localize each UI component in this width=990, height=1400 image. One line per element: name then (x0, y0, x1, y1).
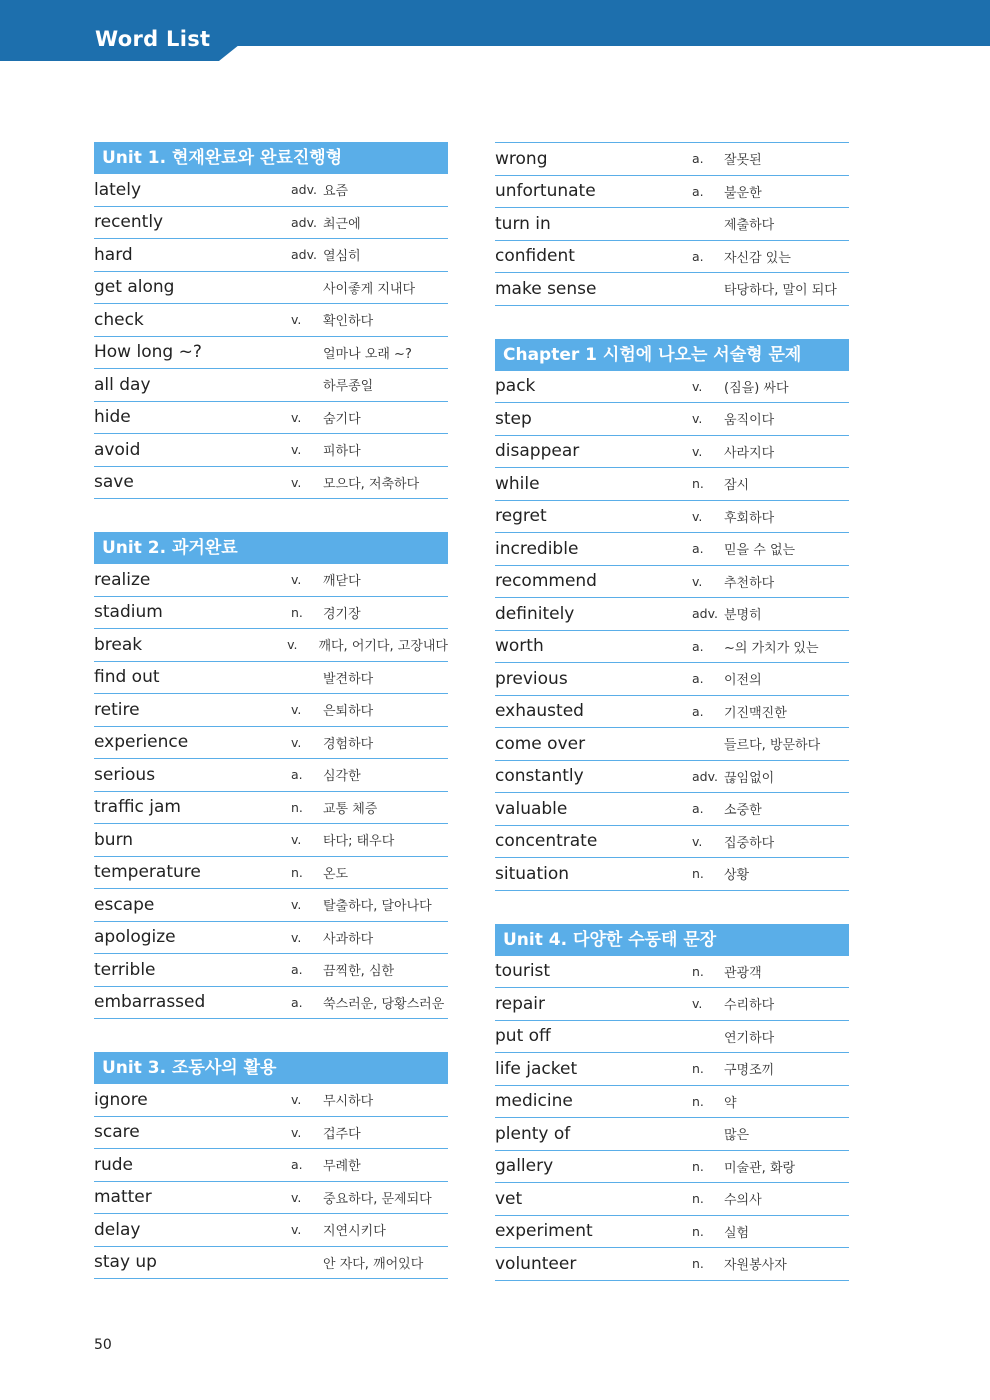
vocab-word: tourist (495, 961, 551, 982)
word-row (94, 824, 448, 857)
word-row (495, 371, 849, 404)
vocab-word: gallery (495, 1156, 554, 1177)
word-row (94, 272, 448, 305)
vocab-word: check (94, 309, 144, 330)
word-section (495, 306, 849, 891)
part-of-speech: v. (291, 1222, 302, 1238)
part-of-speech: n. (692, 963, 704, 979)
part-of-speech: v. (291, 572, 302, 588)
word-row (94, 987, 448, 1020)
part-of-speech: adv. (692, 768, 718, 784)
word-meaning: 타다; 태우다 (323, 834, 395, 850)
word-meaning: 수의사 (724, 1193, 762, 1209)
vocab-word: experience (94, 732, 189, 753)
word-row (495, 403, 849, 436)
vocab-word: previous (495, 668, 568, 689)
part-of-speech: n. (291, 864, 303, 880)
vocab-word: pack (495, 376, 536, 397)
word-row (495, 761, 849, 794)
vocab-word: vet (495, 1188, 523, 1209)
word-meaning: 제출하다 (724, 218, 775, 234)
vocab-word: save (94, 472, 134, 493)
part-of-speech: v. (692, 443, 703, 459)
word-row (495, 988, 849, 1021)
word-meaning: 열심히 (323, 249, 361, 265)
word-meaning: 최근에 (323, 216, 361, 232)
vocab-word: while (495, 473, 540, 494)
part-of-speech: n. (692, 1093, 704, 1109)
unit-header: Unit 3. 조동사의 활용 (94, 1052, 448, 1084)
vocab-word: terrible (94, 959, 156, 980)
part-of-speech: adv. (692, 606, 718, 622)
vocab-word: break (94, 634, 143, 655)
word-meaning: 탈출하다, 달아나다 (323, 899, 432, 915)
part-of-speech: adv. (291, 214, 317, 230)
word-row (94, 1117, 448, 1150)
vocab-word: valuable (495, 798, 568, 819)
part-of-speech: a. (692, 151, 704, 167)
vocab-word: worth (495, 636, 544, 657)
word-meaning: 경험하다 (323, 736, 374, 752)
part-of-speech: v. (291, 734, 302, 750)
word-meaning: 관광객 (724, 965, 762, 981)
word-meaning: 상황 (724, 868, 750, 884)
part-of-speech: v. (692, 996, 703, 1012)
word-row (94, 759, 448, 792)
word-row (495, 793, 849, 826)
vocab-word: all day (94, 374, 151, 395)
word-row (495, 501, 849, 534)
word-meaning: 추천하다 (724, 575, 775, 591)
part-of-speech: a. (692, 183, 704, 199)
word-meaning: 분명히 (724, 608, 762, 624)
word-meaning: 얼마나 오래 ~? (323, 346, 412, 362)
word-meaning: 미술관, 화랑 (724, 1160, 796, 1176)
vocab-word: stay up (94, 1252, 157, 1273)
part-of-speech: a. (692, 248, 704, 264)
vocab-word: disappear (495, 441, 580, 462)
word-row (495, 858, 849, 891)
vocab-word: plenty of (495, 1123, 571, 1144)
word-meaning: 피하다 (323, 444, 361, 460)
part-of-speech: n. (692, 476, 704, 492)
part-of-speech: v. (291, 1092, 302, 1108)
word-meaning: 연기하다 (724, 1030, 775, 1046)
word-row (94, 727, 448, 760)
word-meaning: 끊임없이 (724, 770, 775, 786)
vocab-word: temperature (94, 862, 201, 883)
word-meaning: 수리하다 (724, 998, 775, 1014)
part-of-speech: v. (291, 897, 302, 913)
part-of-speech: a. (291, 1157, 303, 1173)
word-row (94, 1182, 448, 1215)
part-of-speech: v. (291, 409, 302, 425)
word-meaning: 깨닫다 (323, 574, 361, 590)
left-column (94, 142, 448, 1279)
word-meaning: 자신감 있는 (724, 250, 791, 266)
word-row (495, 663, 849, 696)
word-meaning: 후회하다 (724, 510, 775, 526)
word-row (495, 1118, 849, 1151)
vocab-word: concentrate (495, 831, 598, 852)
word-meaning: 발견하다 (323, 671, 374, 687)
word-meaning: 기진맥진한 (724, 705, 787, 721)
word-meaning: 온도 (323, 866, 349, 882)
word-row (495, 436, 849, 469)
vocab-word: matter (94, 1187, 152, 1208)
word-row (495, 728, 849, 761)
word-row (94, 337, 448, 370)
unit-header: Unit 1. 현재완료와 완료진행형 (94, 142, 448, 174)
word-meaning: 깨다, 어기다, 고장내다 (318, 639, 448, 655)
vocab-word: How long ~? (94, 342, 202, 363)
vocab-word: get along (94, 277, 175, 298)
vocab-word: confident (495, 246, 575, 267)
word-meaning: 확인하다 (323, 314, 374, 330)
part-of-speech: n. (291, 799, 303, 815)
part-of-speech: v. (291, 702, 302, 718)
word-meaning: 심각한 (323, 769, 361, 785)
word-meaning: 잘못된 (724, 153, 762, 169)
word-row (94, 1084, 448, 1117)
part-of-speech: v. (692, 508, 703, 524)
part-of-speech: v. (692, 573, 703, 589)
vocab-word: escape (94, 894, 155, 915)
part-of-speech: n. (692, 1061, 704, 1077)
part-of-speech: a. (692, 703, 704, 719)
word-row (495, 826, 849, 859)
word-row (94, 662, 448, 695)
word-row (495, 1053, 849, 1086)
word-meaning: 자원봉사자 (724, 1258, 787, 1274)
word-meaning: 모으다, 저축하다 (323, 476, 420, 492)
word-row (495, 273, 849, 306)
part-of-speech: v. (291, 1189, 302, 1205)
vocab-word: embarrassed (94, 992, 206, 1013)
vocab-word: stadium (94, 602, 163, 623)
word-meaning: 교통 체증 (323, 801, 378, 817)
vocab-word: lately (94, 179, 142, 200)
word-meaning: 숨기다 (323, 411, 361, 427)
word-row (94, 467, 448, 500)
word-meaning: 사라지다 (724, 445, 775, 461)
vocab-word: exhausted (495, 701, 584, 722)
word-meaning: (짐을) 싸다 (724, 380, 789, 396)
vocab-word: unfortunate (495, 181, 596, 202)
word-meaning: 경기장 (323, 606, 361, 622)
page-title: Word List (95, 27, 211, 51)
word-meaning: 요즘 (323, 184, 349, 200)
part-of-speech: n. (692, 1256, 704, 1272)
part-of-speech: v. (692, 378, 703, 394)
vocab-word: volunteer (495, 1253, 577, 1274)
vocab-word: delay (94, 1219, 141, 1240)
vocab-word: situation (495, 863, 570, 884)
part-of-speech: a. (692, 638, 704, 654)
word-row (495, 1248, 849, 1281)
vocab-word: scare (94, 1122, 140, 1143)
part-of-speech: a. (692, 801, 704, 817)
vocab-word: make sense (495, 278, 597, 299)
word-row (495, 598, 849, 631)
word-row (495, 956, 849, 989)
section-gap (94, 1019, 448, 1052)
vocab-word: rude (94, 1154, 134, 1175)
word-row (94, 402, 448, 435)
part-of-speech: v. (291, 929, 302, 945)
word-section (495, 891, 849, 1281)
word-row (94, 954, 448, 987)
part-of-speech: n. (291, 604, 303, 620)
word-meaning: 실험 (724, 1225, 750, 1241)
word-meaning: 하루종일 (323, 379, 374, 395)
vocab-word: recommend (495, 571, 597, 592)
word-meaning: 겁주다 (323, 1126, 361, 1142)
vocab-word: step (495, 408, 532, 429)
vocab-word: retire (94, 699, 140, 720)
word-row (94, 369, 448, 402)
part-of-speech: v. (291, 474, 302, 490)
word-meaning: 중요하다, 문제되다 (323, 1191, 432, 1207)
word-meaning: 무시하다 (323, 1094, 374, 1110)
vocab-word: recently (94, 212, 164, 233)
word-row (495, 631, 849, 664)
word-meaning: 무례한 (323, 1159, 361, 1175)
word-meaning: ~의 가치가 있는 (724, 640, 819, 656)
vocab-word: traffic jam (94, 797, 181, 818)
part-of-speech: v. (287, 637, 298, 653)
vocab-word: regret (495, 506, 547, 527)
part-of-speech: n. (692, 1191, 704, 1207)
word-row (495, 468, 849, 501)
part-of-speech: a. (692, 541, 704, 557)
word-row (94, 922, 448, 955)
word-meaning: 쑥스러운, 당황스러운 (323, 996, 445, 1012)
part-of-speech: adv. (291, 182, 317, 198)
word-meaning: 끔찍한, 심한 (323, 964, 395, 980)
word-row (495, 1216, 849, 1249)
word-row (94, 629, 448, 662)
word-row (94, 889, 448, 922)
vocab-word: put off (495, 1026, 551, 1047)
part-of-speech: n. (692, 866, 704, 882)
part-of-speech: a. (291, 767, 303, 783)
word-row (495, 1151, 849, 1184)
part-of-speech: a. (291, 962, 303, 978)
part-of-speech: a. (692, 671, 704, 687)
part-of-speech: adv. (291, 247, 317, 263)
part-of-speech: n. (692, 1158, 704, 1174)
word-row (94, 304, 448, 337)
word-meaning: 들르다, 방문하다 (724, 738, 821, 754)
vocab-word: hide (94, 407, 131, 428)
word-section (94, 1019, 448, 1279)
word-row (94, 1214, 448, 1247)
word-meaning: 불운한 (724, 185, 762, 201)
part-of-speech: n. (692, 1223, 704, 1239)
vocab-word: wrong (495, 148, 548, 169)
word-row (94, 597, 448, 630)
word-row (94, 174, 448, 207)
vocab-word: find out (94, 667, 160, 688)
word-meaning: 안 자다, 깨어있다 (323, 1256, 424, 1272)
word-row (94, 694, 448, 727)
word-meaning: 구명조끼 (724, 1063, 775, 1079)
word-meaning: 지연시키다 (323, 1224, 386, 1240)
word-row (495, 241, 849, 274)
word-row (495, 1183, 849, 1216)
word-row (495, 176, 849, 209)
unit-header: Unit 4. 다양한 수동태 문장 (495, 924, 849, 956)
section-gap (94, 499, 448, 532)
word-row (495, 533, 849, 566)
part-of-speech: a. (291, 994, 303, 1010)
word-meaning: 집중하다 (724, 835, 775, 851)
vocab-word: turn in (495, 213, 551, 234)
word-row (94, 207, 448, 240)
word-section (94, 499, 448, 1019)
word-row (94, 857, 448, 890)
vocab-word: burn (94, 829, 134, 850)
unit-header: Unit 2. 과거완료 (94, 532, 448, 564)
vocab-word: constantly (495, 766, 584, 787)
word-row (495, 1086, 849, 1119)
word-row (495, 696, 849, 729)
vocab-word: come over (495, 733, 586, 754)
word-row (94, 239, 448, 272)
page-number: 50 (94, 1337, 112, 1353)
vocab-word: repair (495, 993, 545, 1014)
word-section (94, 142, 448, 499)
word-meaning: 많은 (724, 1128, 750, 1144)
vocab-word: life jacket (495, 1058, 578, 1079)
word-meaning: 은퇴하다 (323, 704, 374, 720)
word-row (495, 208, 849, 241)
part-of-speech: v. (291, 832, 302, 848)
word-meaning: 움직이다 (724, 413, 775, 429)
section-gap (495, 891, 849, 924)
vocab-word: apologize (94, 927, 176, 948)
word-row (94, 434, 448, 467)
word-row (94, 1247, 448, 1280)
part-of-speech: v. (291, 312, 302, 328)
word-meaning: 믿을 수 없는 (724, 543, 796, 559)
vocab-word: serious (94, 764, 156, 785)
part-of-speech: v. (692, 833, 703, 849)
word-row (94, 564, 448, 597)
word-meaning: 약 (724, 1095, 737, 1111)
word-meaning: 사과하다 (323, 931, 374, 947)
word-meaning: 사이좋게 지내다 (323, 281, 416, 297)
word-meaning: 이전의 (724, 673, 762, 689)
word-row (495, 566, 849, 599)
section-gap (495, 306, 849, 339)
word-row (94, 1149, 448, 1182)
vocab-word: experiment (495, 1221, 593, 1242)
vocab-word: definitely (495, 603, 575, 624)
word-row (495, 1021, 849, 1054)
vocab-word: incredible (495, 538, 579, 559)
vocab-word: medicine (495, 1091, 573, 1112)
vocab-word: avoid (94, 439, 141, 460)
right-column (495, 142, 849, 1281)
part-of-speech: v. (692, 411, 703, 427)
word-meaning: 타당하다, 말이 되다 (724, 283, 837, 299)
word-meaning: 잠시 (724, 478, 750, 494)
word-meaning: 소중한 (724, 803, 762, 819)
vocab-word: realize (94, 569, 151, 590)
part-of-speech: v. (291, 1124, 302, 1140)
word-row (495, 143, 849, 176)
vocab-word: ignore (94, 1089, 148, 1110)
unit-header: Chapter 1 시험에 나오는 서술형 문제 (495, 339, 849, 371)
vocab-word: hard (94, 244, 133, 265)
part-of-speech: v. (291, 442, 302, 458)
word-row (94, 792, 448, 825)
word-section (495, 142, 849, 306)
